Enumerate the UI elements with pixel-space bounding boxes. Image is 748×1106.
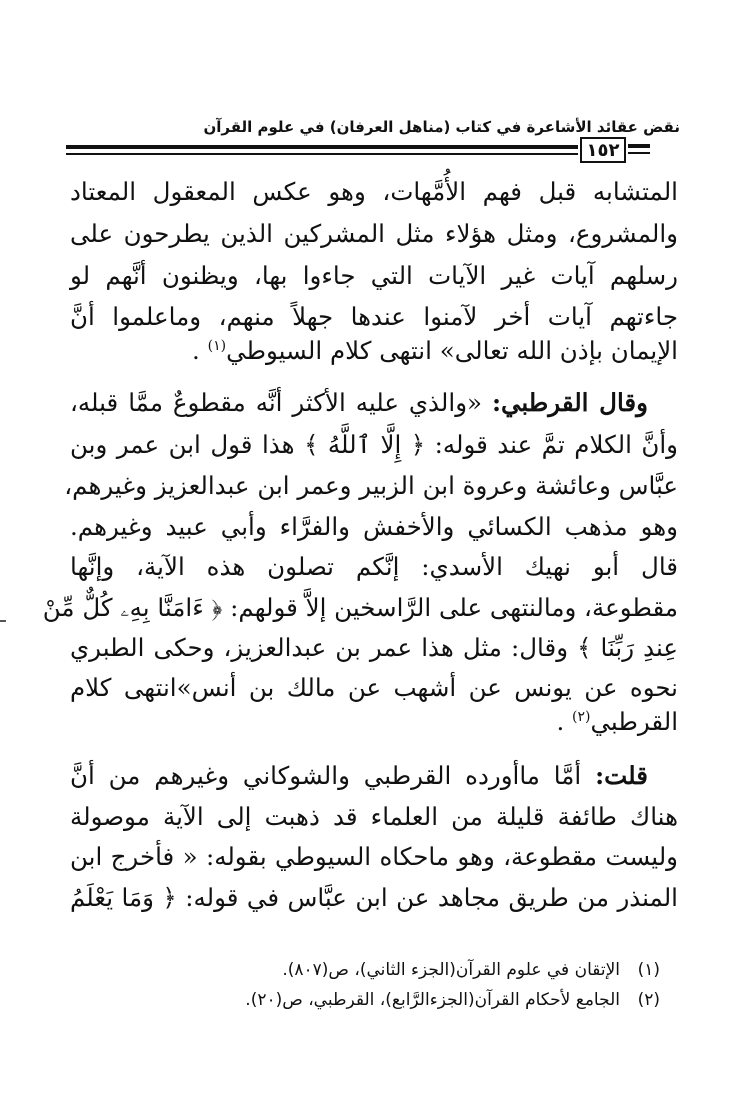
body-line: والمشروع، ومثل هؤلاء مثل المشركين الذين يطرحون على [70,219,678,248]
line-text: القرطبي [590,707,678,736]
header-rule-right-thin [628,152,650,154]
body-line: مقطوعة، ومالنتهى على الرَّاسخين إلاَّ قولهم: ﴿ ءَامَنَّا بِهِۦ كُلٌّ مِّنْ [42,593,678,622]
line-text: أمَّا ماأورده القرطبي والشوكاني وغيرهم من أنَّ [70,761,582,790]
footnote-ref: (١) [207,337,227,354]
body-line: المتشابه قبل فهم الأُمَّهات، وهو عكس المعقول المعتاد [70,177,678,206]
body-line [70,388,648,418]
header-rule-thin [66,153,578,155]
body-line [192,336,678,366]
body-line: نحوه عن يونس عن أشهب عن مالك بن أنس»انتهى كلام [70,673,678,702]
line-text: «والذي عليه الأكثر أنَّه مقطوعٌ ممَّا قبله، [70,388,483,417]
period: . [192,336,200,365]
body-line [70,761,648,791]
footnote-text: الجامع لأحكام القرآن(الجزءالرَّابع)، القرطبي، ص(٢٠). [245,990,620,1010]
body-line: عِندِ رَبِّنَا ﴾ وقال: مثل هذا عمر بن عبدالعزيز، وحكى الطبري [70,633,678,662]
footnote [282,958,660,982]
footnote-number: (١) [637,960,660,980]
period: . [556,707,565,736]
speaker-label: قلت: [595,761,648,790]
speaker-label: وقال القرطبي: [491,388,648,417]
body-line: المنذر من طريق مجاهد عن ابن عبَّاس في قوله: ﴿ وَمَا يَعْلَمُ [70,883,678,912]
body-line: وأنَّ الكلام تمَّ عند قوله: ﴿ إِلَّا ٱللَّهُ ﴾ هذا قول ابن عمر وبن [70,430,678,459]
body-line: قال أبو نهيك الأسدي: إنَّكم تصلون هذه الآية، وإنَّها [70,552,678,581]
page-number: ١٥٢ [580,137,626,163]
scan-edge-mark [0,620,6,622]
line-text: الإيمان بإذن الله تعالى» انتهى كلام السيوطي [226,336,678,365]
body-line: هناك طائفة قليلة من العلماء قد ذهبت إلى الآية موصولة [70,802,678,831]
body-line: وليست مقطوعة، وهو ماحكاه السيوطي بقوله: « فأخرج ابن [70,842,678,871]
header-rule-right-thick [628,144,650,148]
footnote-ref: (٢) [572,708,591,725]
body-line [556,707,678,737]
body-line: جاءتهم آيات أخر لآمنوا عندها جهلاً منهم، وماعلموا أنَّ [70,302,678,331]
running-header-title: نقض عقائد الأشاعرة في كتاب (مناهل العرفان) في علوم القرآن [203,118,680,136]
header-rule-thick [66,145,578,149]
body-line: وهو مذهب الكسائي والأخفش والفرَّاء وأبي عبيد وغيرهم. [70,512,678,541]
footnote-text: الإتقان في علوم القرآن(الجزء الثاني)، ص(٨٠٧). [282,960,620,980]
body-line: عبَّاس وعائشة وعروة ابن الزبير وعمر ابن عبدالعزيز وغيرهم، [64,471,678,500]
body-line: رسلهم آيات غير الآيات التي جاءوا بها، ويظنون أنَّهم لو [70,261,678,290]
footnote [245,988,660,1012]
footnote-number: (٢) [637,990,660,1010]
